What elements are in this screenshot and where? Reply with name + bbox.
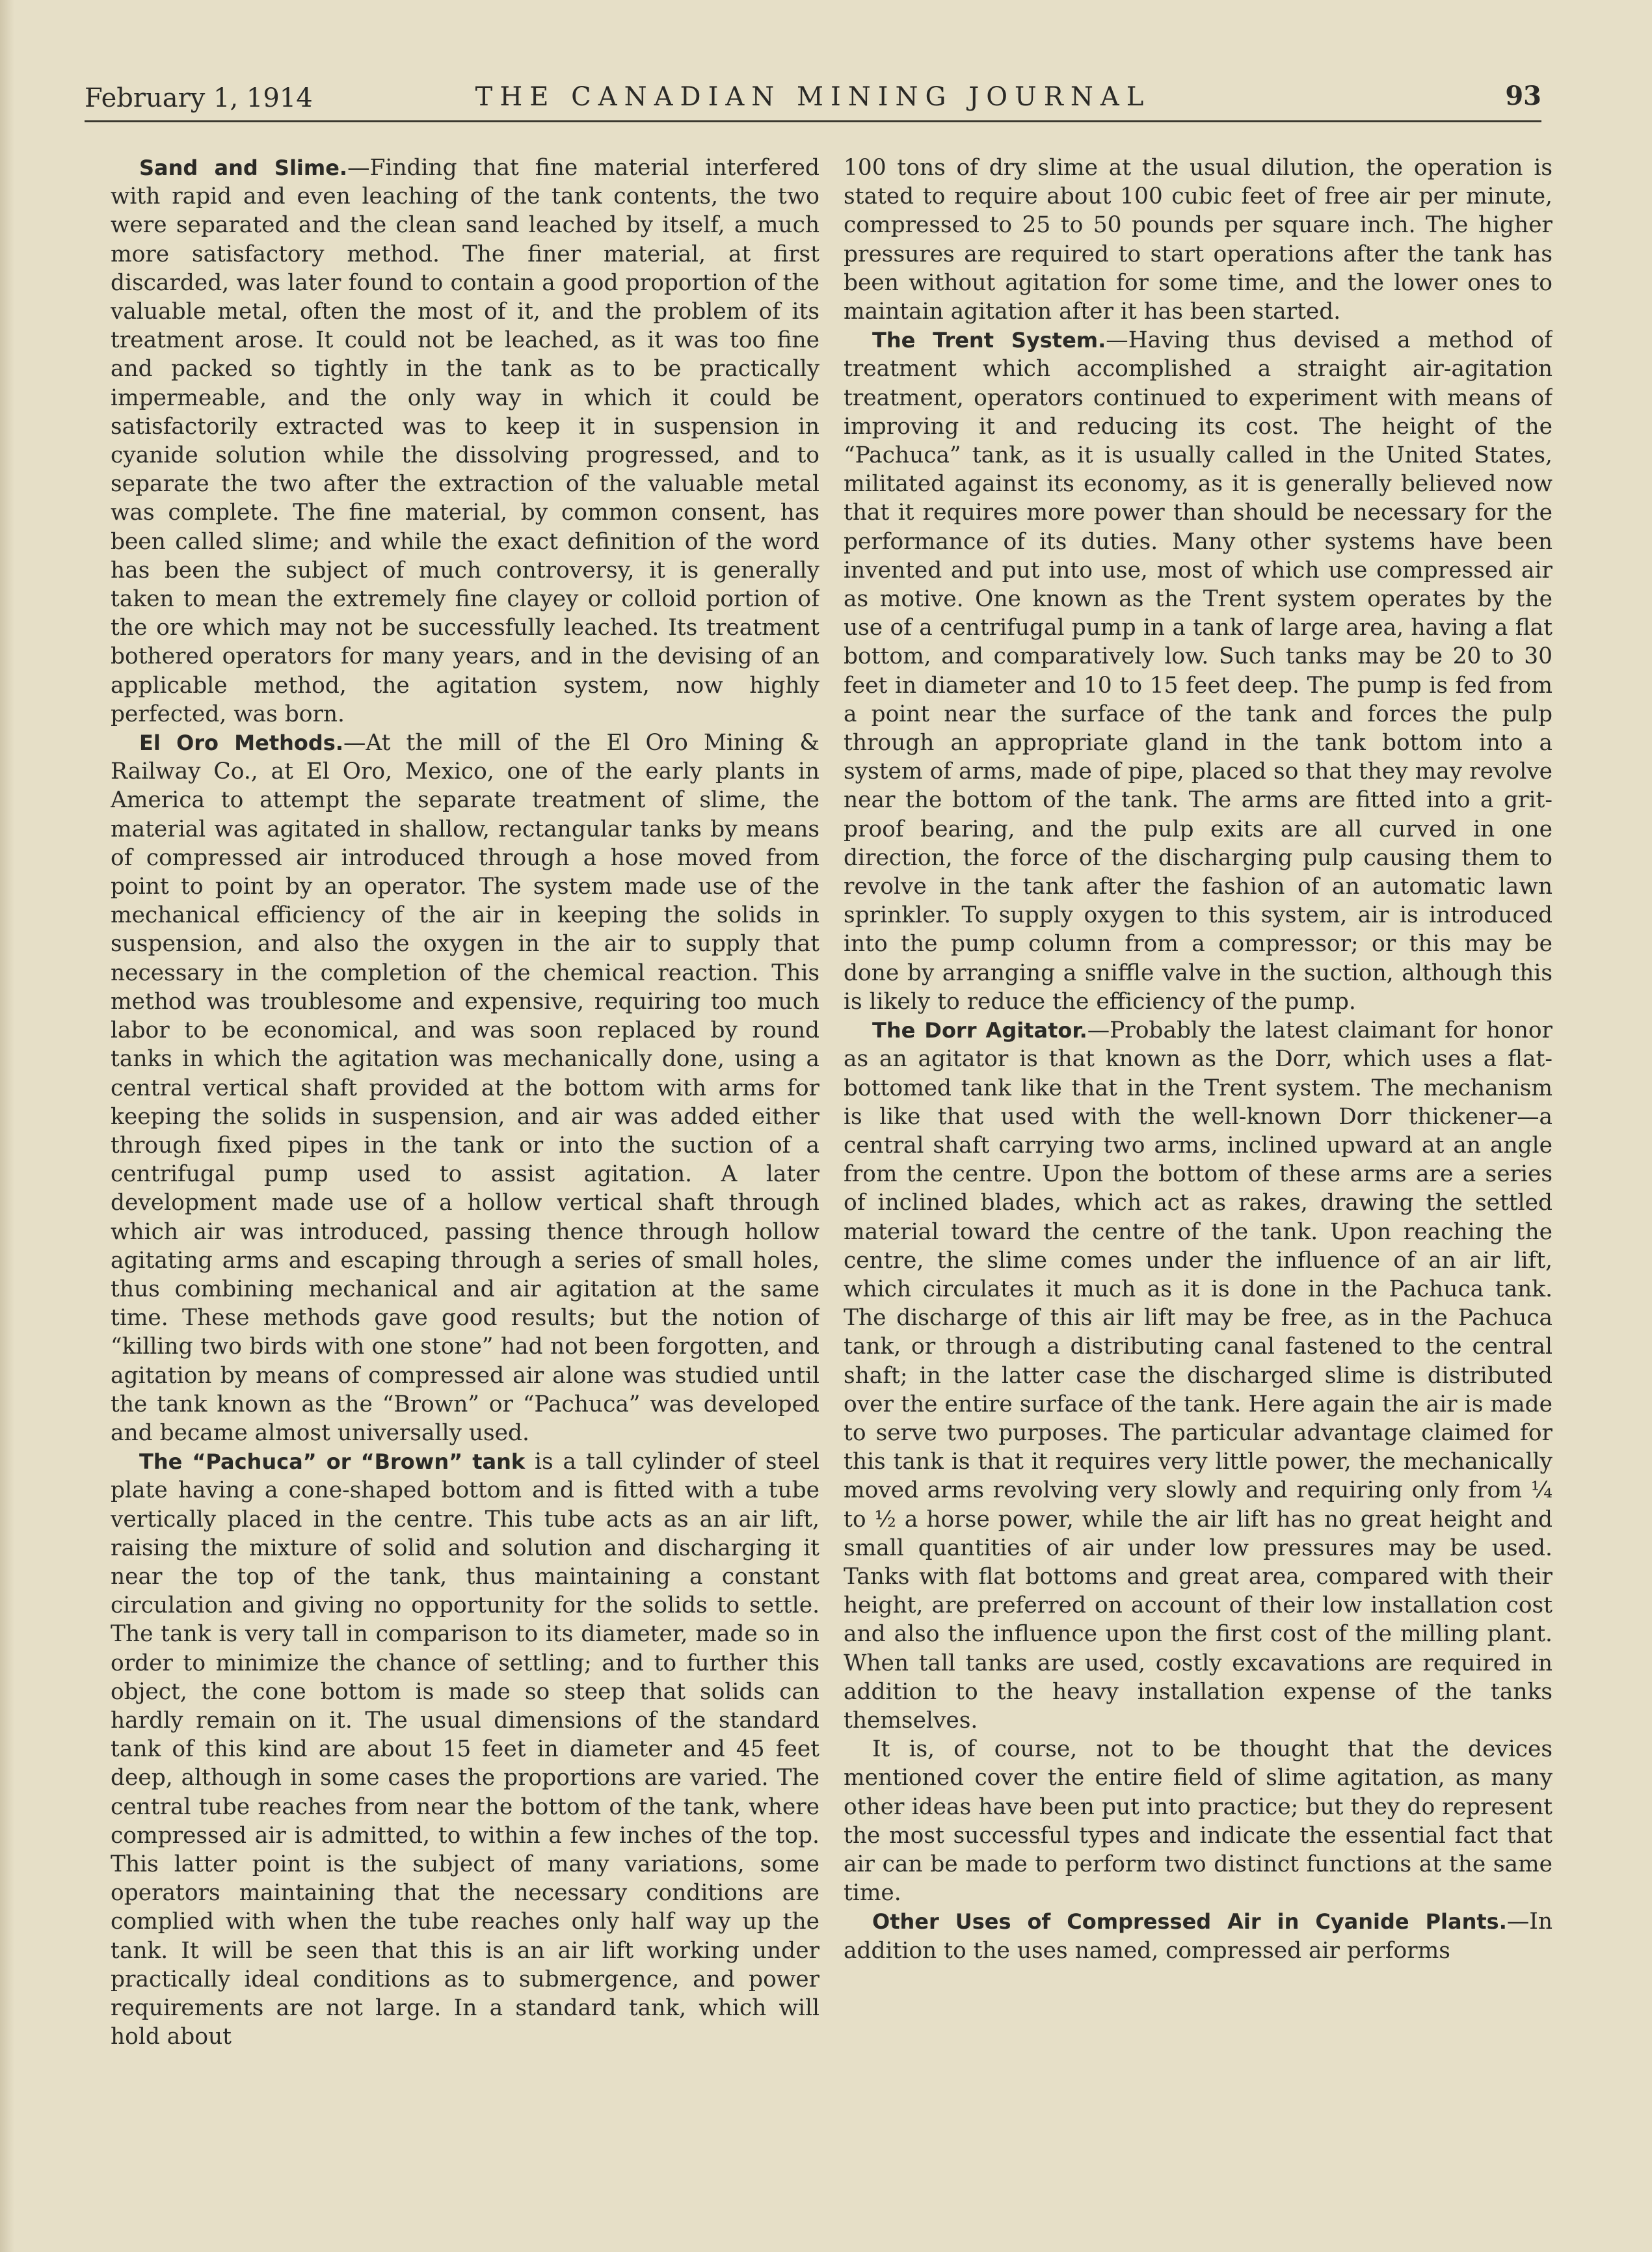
section-heading: Sand and Slime. (139, 155, 348, 180)
section-heading: The Dorr Agitator. (872, 1018, 1087, 1043)
paragraph-text: —In addition to the uses named, compressed air performs (844, 1909, 1552, 1964)
paragraph-text: is a tall cylinder of steel plate having a cone-shaped bottom and is fitted with a tube vertically placed in the centre. This tube acts as an air lift, raising the mixture of solid and solution and discharging it near the top of the tank, thus maintaining a constant circulation and giving no opportunity for the solids to settle. The tank is very tall in comparison to its diameter, made so in order to minimize the chance of settling; and to further this object, the cone bottom is made so steep that solids can hardly remain on it. The usual dimensions of the standard tank of this kind are about 15 feet in diameter and 45 feet deep, although in some cases the proportions are varied. The central tube reaches from near the bottom of the tank, where compressed air is admitted, to within a few inches of the top. This latter point is the subject of many variations, some operators maintaining that the necessary conditions are complied with when the tube reaches only half way up the tank. It will be seen that this is an air lift working under practically ideal conditions as to submergence, and power requirements are not large. In a standard tank, which will hold about (111, 1449, 819, 2050)
paragraph-other-uses (844, 1907, 1552, 1964)
paragraph-pachuca-tank (111, 1447, 819, 2051)
paragraph-text: —Finding that fine material interfered with rapid and even leaching of the tank contents, the two were separated and the clean sand leached by itself, a much more satisfactory method. The finer material, at first discarded, was later found to contain a good proportion of the valuable metal, often the most of it, and the problem of its treatment arose. It could not be leached, as it was too fine and packed so tightly in the tank as to be practically impermeable, and the only way in which it could be satisfactorily extracted was to keep it in suspension in cyanide solution while the dissolving progressed, and to separate the two after the extraction of the valuable metal was complete. The fine material, by common consent, has been called slime; and while the exact definition of the word has been the subject of much controversy, it is generally taken to mean the extremely fine clayey or colloid portion of the ore which may not be successfully leached. Its treatment bothered operators for many years, and in the devising of an applicable method, the agitation system, now highly perfected, was born. (111, 155, 819, 727)
section-heading: El Oro Methods. (139, 731, 344, 756)
paragraph-text: It is, of course, not to be thought that the devices mentioned cover the entire field of slime agitation, as many other ideas have been put into practice; but they do represent the most successful types and indicate the essential fact that air can be made to perform two distinct functions at the same time. (844, 1736, 1552, 1907)
section-heading: The Trent System. (872, 328, 1106, 353)
page-number: 93 (1505, 81, 1541, 111)
paragraph-el-oro-methods (111, 729, 819, 1447)
paragraph-trent-system (844, 326, 1552, 1016)
left-column (111, 154, 819, 2164)
paragraph-sand-and-slime (111, 154, 819, 729)
section-heading: The “Pachuca” or “Brown” tank (139, 1449, 526, 1475)
paragraph-dorr-agitator (844, 1016, 1552, 1735)
right-column (844, 154, 1552, 2164)
paragraph-text: —Having thus devised a method of treatment which accomplished a straight air-agitation treatment, operators continued to experiment with means of improving it and reducing its cost. The height of the “Pachuca” tank, as it is usually called in the United States, militated against its economy, as it is generally believed now that it requires more power than should be necessary for the performance of its duties. Many other systems have been invented and put into use, most of which use compressed air as motive. One known as the Trent system operates by the use of a centrifugal pump in a tank of large area, having a flat bottom, and comparatively low. Such tanks may be 20 to 30 feet in diameter and 10 to 15 feet deep. The pump is fed from a point near the surface of the tank and forces the pulp through an appropriate gland in the tank bottom into a system of arms, made of pipe, placed so that they may revolve near the bottom of the tank. The arms are fitted into a grit-proof bearing, and the pulp exits are all curved in one direction, the force of the discharging pulp causing them to revolve in the tank after the fashion of an automatic lawn sprinkler. To supply oxygen to this system, air is introduced into the pump column from a compressor; or this may be done by arranging a sniffle valve in the suction, although this is likely to reduce the efficiency of the pump. (844, 327, 1552, 1015)
paragraph-conclusion (844, 1735, 1552, 1907)
running-header (85, 77, 1541, 122)
section-heading: Other Uses of Compressed Air in Cyanide Plants. (872, 1909, 1507, 1935)
issue-date: February 1, 1914 (85, 83, 313, 113)
paragraph-text: 100 tons of dry slime at the usual dilution, the operation is stated to require about 100 cubic feet of free air per minute, compressed to 25 to 50 pounds per square inch. The higher pressures are required to start operations after the tank has been without agitation for some time, and the lower ones to maintain agitation after it has been started. (844, 155, 1552, 325)
journal-title: THE CANADIAN MINING JOURNAL (475, 82, 1151, 112)
header-rule (85, 120, 1541, 122)
paragraph-text: —At the mill of the El Oro Mining & Railway Co., at El Oro, Mexico, one of the early plants in America to attempt the separate treatment of slime, the material was agitated in shallow, rectangular tanks by means of compressed air introduced through a hose moved from point to point by an operator. The system made use of the mechanical efficiency of the air in keeping the solids in suspension, and also the oxygen in the air to supply that necessary in the completion of the chemical reaction. This method was troublesome and expensive, requiring too much labor to be economical, and was soon replaced by round tanks in which the agitation was mechanically done, using a central vertical shaft provided at the bottom with arms for keeping the solids in suspension, and air was added either through fixed pipes in the tank or into the suction of a centrifugal pump used to assist agitation. A later development made use of a hollow vertical shaft through which air was introduced, passing thence through hollow agitating arms and escaping through a series of small holes, thus combining mechanical and air agitation at the same time. These methods gave good results; but the notion of “killing two birds with one stone” had not been forgotten, and agitation by means of compressed air alone was studied until the tank known as the “Brown” or “Pachuca” was developed and became almost universally used. (111, 730, 819, 1446)
paragraph-text: —Probably the latest claimant for honor as an agitator is that known as the Dorr, which uses a flat-bottomed tank like that in the Trent system. The mechanism is like that used with the well-known Dorr thickener—a central shaft carrying two arms, inclined upward at an angle from the centre. Upon the bottom of these arms are a series of inclined blades, which act as rakes, drawing the settled material toward the centre of the tank. Upon reaching the centre, the slime comes under the influence of an air lift, which circulates it much as it is done in the Pachuca tank. The discharge of this air lift may be free, as in the Pachuca tank, or through a distributing canal fastened to the central shaft; in the latter case the discharged slime is distributed over the entire surface of the tank. Here again the air is made to serve two purposes. The particular advantage claimed for this tank is that it requires very little power, the mechanically moved arms revolving very slowly and requiring only from ¼ to ½ a horse power, while the air lift has no great height and small quantities of air under low pressures may be used. Tanks with flat bottoms and great area, compared with their height, are preferred on account of their low installation cost and also the influence upon the first cost of the milling plant. When tall tanks are used, costly excavations are required in addition to the heavy installation expense of the tanks themselves. (844, 1017, 1552, 1734)
page-edge (0, 0, 14, 2252)
paragraph-continuation (844, 154, 1552, 326)
